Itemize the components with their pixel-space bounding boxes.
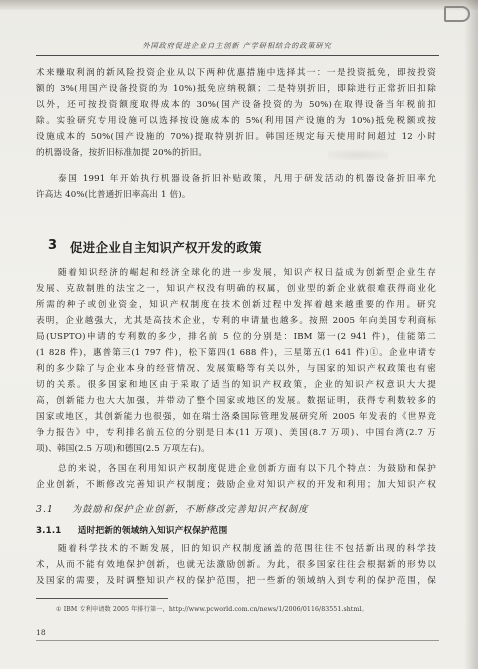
page-bottom-rule <box>36 640 439 641</box>
body-line: 及国家的需要，及时调整知识产权的保护范围，把一些新的领域纳入到专利的保护范围，保 <box>36 576 436 586</box>
body-line: 切的关系。很多国家和地区由于采取了适当的知识产权政策，企业的知识产权意识大大提 <box>36 380 436 390</box>
footnote-rule <box>36 598 168 599</box>
body-line: 泰国 1991 年开始执行机器设备折旧补贴政策，凡用于研发活动的机器设备折旧率允 <box>58 174 436 184</box>
subsubsection-heading <box>36 524 227 536</box>
body-line: 许高达 40%(比普通折旧率高出 1 倍)。 <box>36 190 191 200</box>
body-line: 国家或地区，其创新能力也很强，如在瑞士洛桑国际管理发展研究所 2005 年发表的《世界竞 <box>36 412 436 422</box>
body-line: 利的多少除了与企业本身的经营情况、发展策略等有关以外，与国家的知识产权政策也有密 <box>36 364 436 374</box>
section-number: 3 <box>48 238 58 253</box>
body-line: 发展、克敌制胜的法宝之一，知识产权没有明确的权属，创业型的新企业就很难获得商业化 <box>36 284 436 294</box>
body-line: 企业创新，不断修改完善知识产权制度；鼓励企业对知识产权的开发和利用；加大知识产权 <box>36 480 436 490</box>
body-line: 术，从而不能有效地保护创新，也就无法激励创新。为此，很多国家往往会根据新的形势以 <box>36 560 436 570</box>
paper-clip <box>444 6 470 22</box>
body-line: 局(USPTO)申请的专利数的多少，排名前 5 位的分别是：IBM 第一(2 941 件)，佳能第二 <box>36 332 436 342</box>
subsubsection-title: 适时把新的领域纳入知识产权保护范围 <box>77 526 228 536</box>
subsection-number: 3.1 <box>36 504 54 515</box>
body-line: 除。实验研究专用设施可以选择按设施成本的 5%(利用国产设施的为 10%)抵免税额或按 <box>36 116 436 126</box>
body-line: 高，创新能力也大大加强，并带动了整个国家或地区的发展。数据证明，获得专利数较多的 <box>36 396 436 406</box>
body-line: 表明，企业越强大，尤其是高技术企业，专利的申请量也越多。按照 2005 年向美国专利商标 <box>36 316 436 326</box>
body-line: (1 828 件)，惠普第三(1 797 件)，松下第四(1 688 件)，三星第五(1 641 件)①。企业申请专 <box>36 348 436 358</box>
body-line: 项)、韩国(2.5 万项)和德国(2.5 万项左右)。 <box>36 444 210 454</box>
body-line: 以外，还可按投资额度取得成本的 30%(国产设备投资的为 50%)在取得设备当年税前扣 <box>36 100 436 110</box>
subsection-title: 为鼓励和保护企业创新，不断修改完善知识产权制度 <box>71 504 309 515</box>
body-line: 争力报告》中，专利排名前五位的分别是日本(11 万项)、美国(8.7 万项)、中国台湾(2.7 万 <box>36 428 436 438</box>
body-line: 所需的种子或创业资金，知识产权制度在技术创新过程中发挥着越来越重要的作用。研究 <box>36 300 436 310</box>
page-right-shadow <box>464 0 478 669</box>
running-header: 外国政府促进企业自主创新 产学研相结合的政策研究 <box>142 41 332 50</box>
body-line: 设施成本的 50%(国产设施的 70%)提取特别折旧。韩国还规定每天使用时间超过 12 小时 <box>36 132 436 142</box>
footnote: ① IBM 专利申请数 2005 年排行第一，http://www.pcworld.com.cn/news/1/2006/0116/83551.shtml。 <box>56 606 368 613</box>
body-line: 随着知识经济的崛起和经济全球化的进一步发展，知识产权日益成为创新型企业生存 <box>58 268 436 278</box>
subsubsection-number: 3.1.1 <box>36 526 62 536</box>
body-line: 的机器设备，按折旧标准加提 20%的折旧。 <box>36 148 208 158</box>
page-number: 18 <box>36 628 46 637</box>
body-line: 随着科学技术的不断发展，旧的知识产权制度涵盖的范围往往不包括新出现的科学技 <box>58 544 436 554</box>
section-title: 促进企业自主知识产权开发的政策 <box>70 240 262 255</box>
body-line: 总的来说，各国在利用知识产权制度促进企业创新方面有以下几个特点：为鼓励和保护 <box>58 464 436 474</box>
subsection-heading <box>36 501 309 515</box>
page-top-edge <box>0 0 478 10</box>
body-line: 术来赚取利润的新风险投资企业从以下两种优惠措施中选择其一：一是投资抵免，即按投资 <box>36 68 436 78</box>
header-rule <box>36 55 439 56</box>
body-line: 额的 3%(用国产设备投资的为 10%)抵免应纳税额；二是特别折旧，即除进行正常折旧扣除 <box>36 84 436 94</box>
